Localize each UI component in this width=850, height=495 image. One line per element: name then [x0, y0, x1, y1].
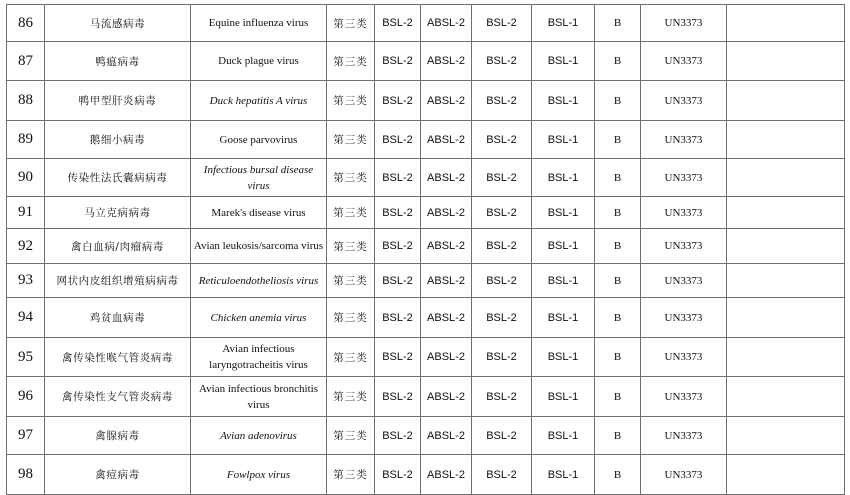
animal-infection-level-cell: ABSL-2 — [421, 5, 472, 42]
english-name-cell: Chicken anemia virus — [191, 298, 327, 338]
non-inactivated-material-level-cell: BSL-2 — [472, 121, 532, 159]
table-row — [7, 81, 845, 121]
table-row — [7, 121, 845, 159]
chinese-name-cell: 禽痘病毒 — [45, 455, 191, 495]
animal-infection-level-cell: ABSL-2 — [421, 42, 472, 81]
row-number: 97 — [7, 417, 45, 455]
non-inactivated-material-level-cell: BSL-2 — [472, 81, 532, 121]
non-inactivated-material-level-cell: BSL-2 — [472, 455, 532, 495]
table-row — [7, 455, 845, 495]
animal-infection-level-cell: ABSL-2 — [421, 197, 472, 229]
chinese-name-cell: 禽腺病毒 — [45, 417, 191, 455]
non-inactivated-material-level-cell: BSL-2 — [472, 417, 532, 455]
inactivated-material-level-cell: BSL-1 — [532, 338, 595, 377]
row-number: 93 — [7, 264, 45, 298]
animal-infection-level-cell: ABSL-2 — [421, 417, 472, 455]
virus-culture-level-cell: BSL-2 — [375, 298, 421, 338]
un-number-cell: UN3373 — [641, 298, 727, 338]
note-cell — [727, 159, 845, 197]
table-row — [7, 338, 845, 377]
animal-infection-level-cell: ABSL-2 — [421, 298, 472, 338]
row-number: 86 — [7, 5, 45, 42]
inactivated-material-level-cell: BSL-1 — [532, 42, 595, 81]
inactivated-material-level-cell: BSL-1 — [532, 81, 595, 121]
note-cell — [727, 264, 845, 298]
virus-culture-level-cell: BSL-2 — [375, 197, 421, 229]
transport-category-cell: B — [595, 417, 641, 455]
table-row — [7, 264, 845, 298]
note-cell — [727, 229, 845, 264]
un-number-cell: UN3373 — [641, 159, 727, 197]
table-row — [7, 229, 845, 264]
un-number-cell: UN3373 — [641, 338, 727, 377]
un-number-cell: UN3373 — [641, 197, 727, 229]
hazard-class-cell: 第三类 — [327, 264, 375, 298]
animal-infection-level-cell: ABSL-2 — [421, 264, 472, 298]
table-row — [7, 298, 845, 338]
table-row — [7, 5, 845, 42]
animal-infection-level-cell: ABSL-2 — [421, 377, 472, 417]
inactivated-material-level-cell: BSL-1 — [532, 298, 595, 338]
table-row — [7, 159, 845, 197]
virus-culture-level-cell: BSL-2 — [375, 264, 421, 298]
animal-infection-level-cell: ABSL-2 — [421, 81, 472, 121]
english-name-cell: Avian adenovirus — [191, 417, 327, 455]
note-cell — [727, 338, 845, 377]
table-row — [7, 377, 845, 417]
english-name-cell: Fowlpox virus — [191, 455, 327, 495]
hazard-class-cell: 第三类 — [327, 298, 375, 338]
hazard-class-cell: 第三类 — [327, 121, 375, 159]
chinese-name-cell: 马立克病病毒 — [45, 197, 191, 229]
note-cell — [727, 298, 845, 338]
chinese-name-cell: 马流感病毒 — [45, 5, 191, 42]
row-number: 87 — [7, 42, 45, 81]
virus-culture-level-cell: BSL-2 — [375, 81, 421, 121]
row-number: 95 — [7, 338, 45, 377]
english-name-cell: Avian infectious bronchitis virus — [191, 377, 327, 417]
animal-infection-level-cell: ABSL-2 — [421, 229, 472, 264]
english-name-cell: Avian leukosis/sarcoma virus — [191, 229, 327, 264]
un-number-cell: UN3373 — [641, 377, 727, 417]
inactivated-material-level-cell: BSL-1 — [532, 455, 595, 495]
chinese-name-cell: 鸭瘟病毒 — [45, 42, 191, 81]
non-inactivated-material-level-cell: BSL-2 — [472, 377, 532, 417]
chinese-name-cell: 鸭甲型肝炎病毒 — [45, 81, 191, 121]
un-number-cell: UN3373 — [641, 5, 727, 42]
chinese-name-cell: 禽白血病/肉瘤病毒 — [45, 229, 191, 264]
virus-classification-table — [6, 4, 845, 495]
un-number-cell: UN3373 — [641, 121, 727, 159]
inactivated-material-level-cell: BSL-1 — [532, 377, 595, 417]
chinese-name-cell: 鸡贫血病毒 — [45, 298, 191, 338]
un-number-cell: UN3373 — [641, 42, 727, 81]
table-row — [7, 417, 845, 455]
virus-culture-level-cell: BSL-2 — [375, 417, 421, 455]
non-inactivated-material-level-cell: BSL-2 — [472, 42, 532, 81]
document-page — [6, 4, 844, 495]
hazard-class-cell: 第三类 — [327, 81, 375, 121]
english-name-cell: Infectious bursal disease virus — [191, 159, 327, 197]
non-inactivated-material-level-cell: BSL-2 — [472, 5, 532, 42]
note-cell — [727, 455, 845, 495]
animal-infection-level-cell: ABSL-2 — [421, 455, 472, 495]
row-number: 92 — [7, 229, 45, 264]
english-name-cell: Duck plague virus — [191, 42, 327, 81]
non-inactivated-material-level-cell: BSL-2 — [472, 338, 532, 377]
inactivated-material-level-cell: BSL-1 — [532, 159, 595, 197]
hazard-class-cell: 第三类 — [327, 455, 375, 495]
hazard-class-cell: 第三类 — [327, 197, 375, 229]
transport-category-cell: B — [595, 81, 641, 121]
non-inactivated-material-level-cell: BSL-2 — [472, 197, 532, 229]
row-number: 88 — [7, 81, 45, 121]
virus-culture-level-cell: BSL-2 — [375, 338, 421, 377]
hazard-class-cell: 第三类 — [327, 42, 375, 81]
row-number: 94 — [7, 298, 45, 338]
hazard-class-cell: 第三类 — [327, 159, 375, 197]
inactivated-material-level-cell: BSL-1 — [532, 197, 595, 229]
hazard-class-cell: 第三类 — [327, 5, 375, 42]
transport-category-cell: B — [595, 159, 641, 197]
note-cell — [727, 81, 845, 121]
note-cell — [727, 377, 845, 417]
english-name-cell: Avian infectious laryngotracheitis virus — [191, 338, 327, 377]
note-cell — [727, 5, 845, 42]
virus-culture-level-cell: BSL-2 — [375, 377, 421, 417]
transport-category-cell: B — [595, 229, 641, 264]
chinese-name-cell: 网状内皮组织增殖病病毒 — [45, 264, 191, 298]
virus-culture-level-cell: BSL-2 — [375, 121, 421, 159]
table-body — [7, 5, 845, 495]
chinese-name-cell: 禽传染性支气管炎病毒 — [45, 377, 191, 417]
transport-category-cell: B — [595, 455, 641, 495]
virus-culture-level-cell: BSL-2 — [375, 159, 421, 197]
note-cell — [727, 197, 845, 229]
virus-culture-level-cell: BSL-2 — [375, 5, 421, 42]
hazard-class-cell: 第三类 — [327, 229, 375, 264]
inactivated-material-level-cell: BSL-1 — [532, 121, 595, 159]
non-inactivated-material-level-cell: BSL-2 — [472, 159, 532, 197]
un-number-cell: UN3373 — [641, 264, 727, 298]
chinese-name-cell: 鹅细小病毒 — [45, 121, 191, 159]
non-inactivated-material-level-cell: BSL-2 — [472, 264, 532, 298]
note-cell — [727, 121, 845, 159]
inactivated-material-level-cell: BSL-1 — [532, 264, 595, 298]
non-inactivated-material-level-cell: BSL-2 — [472, 229, 532, 264]
animal-infection-level-cell: ABSL-2 — [421, 338, 472, 377]
non-inactivated-material-level-cell: BSL-2 — [472, 298, 532, 338]
transport-category-cell: B — [595, 298, 641, 338]
un-number-cell: UN3373 — [641, 417, 727, 455]
row-number: 90 — [7, 159, 45, 197]
english-name-cell: Marek's disease virus — [191, 197, 327, 229]
un-number-cell: UN3373 — [641, 229, 727, 264]
row-number: 91 — [7, 197, 45, 229]
note-cell — [727, 42, 845, 81]
english-name-cell: Equine influenza virus — [191, 5, 327, 42]
transport-category-cell: B — [595, 377, 641, 417]
table-row — [7, 42, 845, 81]
un-number-cell: UN3373 — [641, 455, 727, 495]
table-row — [7, 197, 845, 229]
row-number: 96 — [7, 377, 45, 417]
transport-category-cell: B — [595, 121, 641, 159]
transport-category-cell: B — [595, 264, 641, 298]
transport-category-cell: B — [595, 5, 641, 42]
transport-category-cell: B — [595, 197, 641, 229]
virus-culture-level-cell: BSL-2 — [375, 229, 421, 264]
english-name-cell: Reticuloendotheliosis virus — [191, 264, 327, 298]
transport-category-cell: B — [595, 42, 641, 81]
english-name-cell: Duck hepatitis A virus — [191, 81, 327, 121]
hazard-class-cell: 第三类 — [327, 338, 375, 377]
animal-infection-level-cell: ABSL-2 — [421, 159, 472, 197]
row-number: 89 — [7, 121, 45, 159]
chinese-name-cell: 传染性法氏囊病病毒 — [45, 159, 191, 197]
inactivated-material-level-cell: BSL-1 — [532, 417, 595, 455]
inactivated-material-level-cell: BSL-1 — [532, 229, 595, 264]
hazard-class-cell: 第三类 — [327, 377, 375, 417]
virus-culture-level-cell: BSL-2 — [375, 42, 421, 81]
english-name-cell: Goose parvovirus — [191, 121, 327, 159]
note-cell — [727, 417, 845, 455]
hazard-class-cell: 第三类 — [327, 417, 375, 455]
transport-category-cell: B — [595, 338, 641, 377]
chinese-name-cell: 禽传染性喉气管炎病毒 — [45, 338, 191, 377]
virus-culture-level-cell: BSL-2 — [375, 455, 421, 495]
row-number: 98 — [7, 455, 45, 495]
animal-infection-level-cell: ABSL-2 — [421, 121, 472, 159]
inactivated-material-level-cell: BSL-1 — [532, 5, 595, 42]
un-number-cell: UN3373 — [641, 81, 727, 121]
